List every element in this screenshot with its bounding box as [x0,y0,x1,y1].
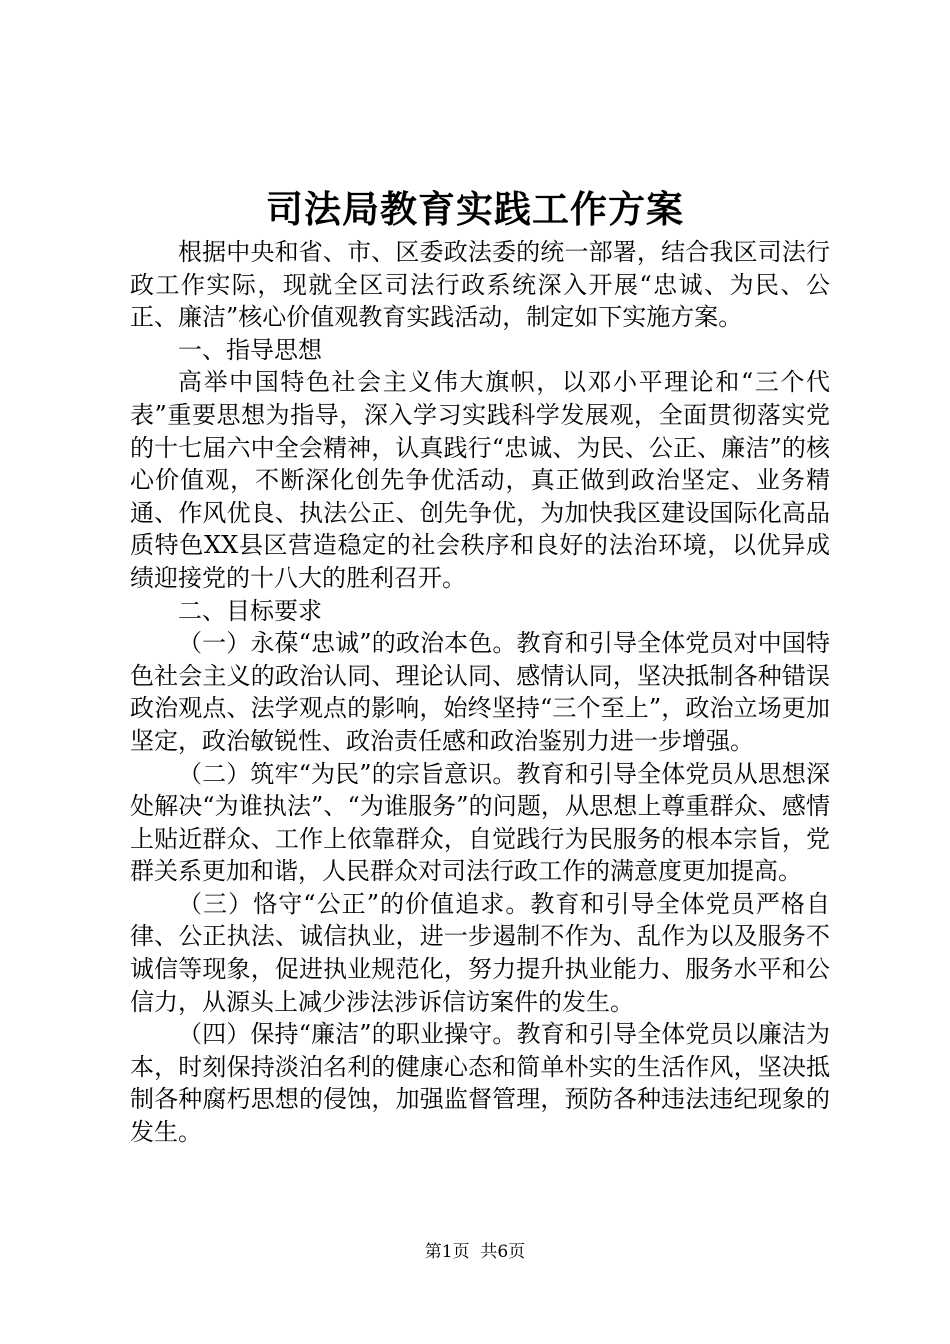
paragraph-guiding-thought: 高举中国特色社会主义伟大旗帜，以邓小平理论和“三个代表”重要思想为指导，深入学习实践科学发展观，全面贯彻落实党的十七届六中全会精神，认真践行“忠诚、为民、公正、廉洁”的核心价值观，不断深化创先争优活动，真正做到政治坚定、业务精通、作风优良、执法公正、创先争优，为加快我区建设国际化高品质特色XX县区营造稳定的社会秩序和良好的法治环境，以优异成绩迎接党的十八大的胜利召开。 [130,368,830,592]
paragraph-goal-loyalty: （一）永葆“忠诚”的政治本色。教育和引导全体党员对中国特色社会主义的政治认同、理论认同、感情认同，坚决抵制各种错误政治观点、法学观点的影响，始终坚持“三个至上”，政治立场更加坚定，政治敏锐性、政治责任感和政治鉴别力进一步增强。 [130,629,830,755]
page-number: 第1页 [424,1242,470,1262]
paragraph-goal-justice: （三）恪守“公正”的价值追求。教育和引导全体党员严格自律、公正执法、诚信执业，进一步遏制不作为、乱作为以及服务不诚信等现象，促进执业规范化，努力提升执业能力、服务水平和公信力，从源头上减少涉法涉诉信访案件的发生。 [130,889,830,1016]
paragraph-intro: 根据中央和省、市、区委政法委的统一部署，结合我区司法行政工作实际，现就全区司法行政系统深入开展“忠诚、为民、公正、廉洁”核心价值观教育实践活动，制定如下实施方案。 [130,238,830,332]
paragraph-goal-people: （二）筑牢“为民”的宗旨意识。教育和引导全体党员从思想深处解决“为谁执法”、“为谁服务”的问题，从思想上尊重群众、感情上贴近群众、工作上依靠群众，自觉践行为民服务的根本宗旨，党群关系更加和谐，人民群众对司法行政工作的满意度更加提高。 [130,759,830,886]
page-total: 共6页 [480,1242,526,1262]
page-footer [0,1240,950,1264]
document-title: 司法局教育实践工作方案 [266,187,684,231]
section-heading-goals: 二、目标要求 [178,596,322,625]
section-heading-guiding-thought: 一、指导思想 [178,335,322,364]
paragraph-goal-integrity: （四）保持“廉洁”的职业操守。教育和引导全体党员以廉洁为本，时刻保持淡泊名利的健康心态和简单朴实的生活作风，坚决抵制各种腐朽思想的侵蚀，加强监督管理，预防各种违法违纪现象的发生。 [130,1020,830,1147]
document-body [130,236,830,1149]
